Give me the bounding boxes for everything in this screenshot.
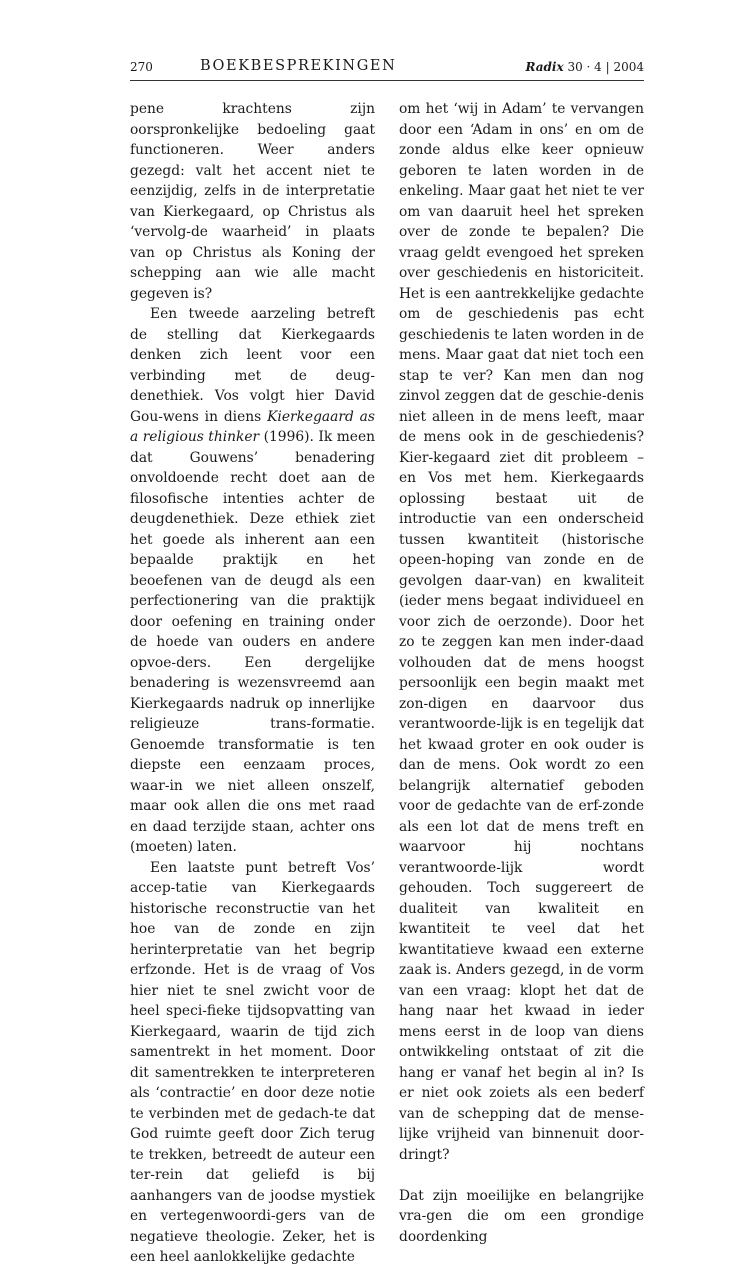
left-column (130, 99, 375, 1268)
paragraph-second-hesitation (130, 304, 375, 858)
section-title: BOEKBESPREKINGEN (200, 58, 397, 74)
right-column (399, 99, 644, 1247)
paragraph-text: Een tweede aarzeling betreft de stelling dat Kierkegaards denken zich leent voor een verbinding met de deug-denethiek. Vos volgt hier David Gou-wens in diens (130, 306, 375, 425)
journal-citation (525, 60, 644, 74)
running-head (130, 57, 644, 79)
paragraph-adam: om het ‘wij in Adam’ te vervangen door een ‘Adam in ons’ en om de zonde aldus elke keer opnieuw geboren te laten worden in de enkeling. Maar gaat het niet te ver om van daaruit heel het spreken over de zonde te bepalen? Die vraag geldt evengoed het spreken over geschiedenis en historiciteit. Het is een aantrekkelijke gedachte om de geschiedenis pas echt geschiedenis te laten worden in de mens. Maar gaat dat niet toch een stap te ver? Kan men dan nog zinvol zeggen dat de geschie-denis niet alleen in de mens leeft, maar de mens ook in de geschiedenis? Kier-kegaard ziet dit probleem – en Vos met hem. Kierkegaards oplossing bestaat uit de introductie van een onderscheid tussen kwantiteit (historische opeen-hoping van zonde en de gevolgen daar-van) en kwaliteit (ieder mens begaat individueel en voor zich de oerzonde). Door het zo te zeggen kan men inder-daad volhouden dat de mens hoogst persoonlijk een begin maakt met zon-digen en daarvoor dus verantwoorde-lijk is en tegelijk dat het kwaad groter en ook ouder is dan de mens. Ook wordt zo een belangrijk alternatief geboden voor de gedachte van de erf-zonde als een lot dat de mens treft en waarvoor hij nochtans verantwoorde-lijk wordt gehouden. Toch suggereert de dualiteit van kwaliteit en kwantiteit te veel dat het kwantitatieve kwaad een externe zaak is. Anders gezegd, in de vorm van een vraag: klopt het dat de hang naar het kwaad in ieder mens eerst in de loop van diens ontwikkeling ontstaat of zit die hang er vanaf het begin al in? Is er niet ook zoiets als een bederf van de schepping dat de mense-lijke vrijheid van binnenuit door-dringt? (399, 101, 644, 1163)
journal-issue: 30 · 4 | 2004 (567, 60, 644, 74)
paragraph-continued: pene krachtens zijn oorspronkelijke bedoeling gaat functioneren. Weer anders gezegd: valt het accent niet te eenzijdig, zelfs in de interpretatie van Kierkegaard, op Christus als ‘vervolg-de waarheid’ in plaats van op Christus als Koning der schepping aan wie alle macht gegeven is? (130, 101, 375, 302)
paragraph-text: (1996). Ik meen dat Gouwens’ benadering onvoldoende recht doet aan de filosofische intenties achter de deugdenethiek. Deze ethiek ziet het goede als inherent aan een bepaalde praktijk en het beoefenen van de deugd als een perfectionering van die praktijk door oefening en training onder de hoede van ouders en andere opvoe-ders. Een dergelijke benadering is wezensvreemd aan Kierkegaards nadruk op innerlijke religieuze trans-formatie. Genoemde transformatie is ten diepste een eenzaam proces, waar-in we niet alleen onszelf, maar ook allen die ons met raad en daad terzijde staan, achter ons (moeten) laten. (130, 429, 375, 855)
paragraph-last-point: Een laatste punt betreft Vos’ accep-tatie van Kierkegaards historische reconstructie van het hoe van de zonde en zijn herinterpretatie van het begrip erfzonde. Het is de vraag of Vos hier niet te snel zwicht voor de heel speci-fieke tijdsopvatting van Kierkegaard, waarin de tijd zich samentrekt in het moment. Door dit samentrekken te interpreteren als ‘contractie’ en door deze notie te verbinden met de gedach-te dat God ruimte geeft door Zich terug te trekken, betreedt de auteur een ter-rein dat geliefd is bij aanhangers van de joodse mystiek en vertegenwoordi-gers van de negatieve theologie. Zeker, het is een heel aanlokkelijke gedachte (130, 859, 375, 1265)
journal-name: Radix (525, 60, 564, 74)
header-rule (130, 80, 644, 81)
paragraph-conclusion: Dat zijn moeilijke en belangrijke vra-gen die om een grondige doordenking (399, 1187, 644, 1245)
book-title: Kierkegaard as a religious thinker (130, 408, 375, 445)
page-number: 270 (130, 60, 153, 74)
